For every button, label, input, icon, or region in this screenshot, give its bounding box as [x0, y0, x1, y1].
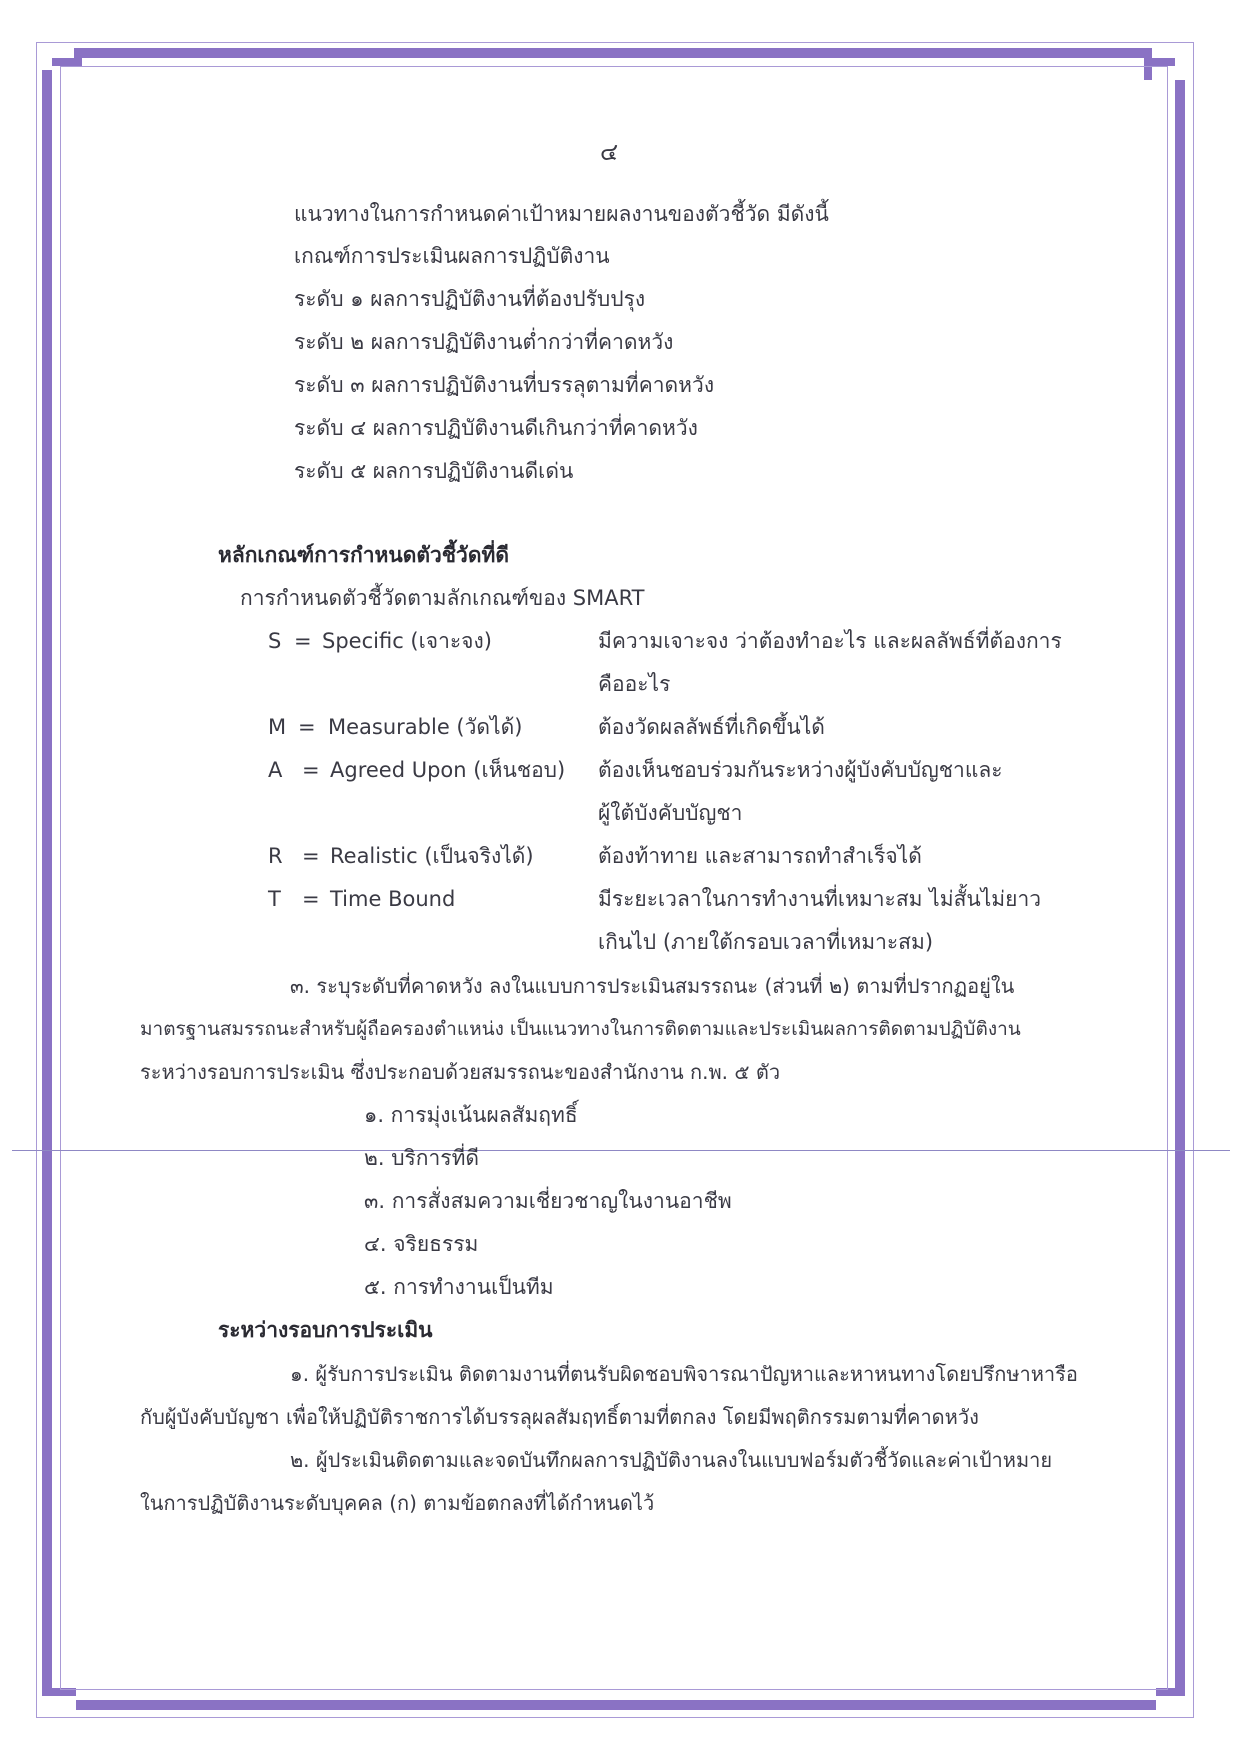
smart-description-cont: เกินไป (ภายใต้กรอบเวลาที่เหมาะสม)	[598, 930, 934, 954]
competency-item: ๕. การทำงานเป็นทีม	[364, 1275, 554, 1299]
smart-description: ต้องท้าทาย และสามารถทำสำเร็จได้	[598, 844, 922, 868]
competency-item: ๒. บริการที่ดี	[364, 1146, 480, 1170]
smart-term: Measurable (วัดได้)	[328, 715, 523, 739]
smart-heading: หลักเกณฑ์การกำหนดตัวชี้วัดที่ดี	[218, 543, 509, 567]
level-item: ระดับ ๓ ผลการปฏิบัติงานที่บรรลุตามที่คาดหวัง	[294, 373, 715, 397]
smart-description: มีระยะเวลาในการทำงานที่เหมาะสม ไม่สั้นไม่ยาว	[598, 887, 1042, 911]
smart-equals: =	[302, 887, 320, 911]
scan-fold-line	[12, 1150, 1230, 1151]
smart-equals: =	[294, 629, 312, 653]
page-number: ๔	[600, 138, 619, 166]
during-evaluation-heading: ระหว่างรอบการประเมิน	[218, 1318, 433, 1342]
smart-letter: T	[268, 887, 281, 911]
smart-description-cont: คืออะไร	[598, 672, 671, 696]
competency-paragraph-line: ๓. ระบุระดับที่คาดหวัง ลงในแบบการประเมินสมรรถนะ (ส่วนที่ ๒) ตามที่ปรากฏอยู่ใน	[290, 974, 1015, 998]
competency-item: ๓. การสั่งสมความเชี่ยวชาญในงานอาชีพ	[364, 1189, 732, 1213]
smart-equals: =	[298, 715, 316, 739]
level-item: ระดับ ๔ ผลการปฏิบัติงานดีเกินกว่าที่คาดหวัง	[294, 416, 698, 440]
level-item: ระดับ ๑ ผลการปฏิบัติงานที่ต้องปรับปรุง	[294, 287, 646, 311]
smart-term: Realistic (เป็นจริงได้)	[330, 844, 534, 868]
guideline-text: แนวทางในการกำหนดค่าเป้าหมายผลงานของตัวชี้วัด มีดังนี้	[294, 202, 829, 226]
smart-letter: S	[268, 629, 282, 653]
smart-description: ต้องวัดผลลัพธ์ที่เกิดขึ้นได้	[598, 715, 825, 739]
competency-paragraph-line: ระหว่างรอบการประเมิน ซึ่งประกอบด้วยสมรรถนะของสำนักงาน ก.พ. ๕ ตัว	[140, 1060, 781, 1084]
criteria-title: เกณฑ์การประเมินผลการปฏิบัติงาน	[294, 244, 610, 268]
smart-term: Specific (เจาะจง)	[322, 629, 492, 653]
smart-description: มีความเจาะจง ว่าต้องทำอะไร และผลลัพธ์ที่ต้องการ	[598, 629, 1062, 653]
smart-subheading: การกำหนดตัวชี้วัดตามลักเกณฑ์ของ SMART	[240, 586, 645, 610]
level-item: ระดับ ๕ ผลการปฏิบัติงานดีเด่น	[294, 459, 574, 483]
smart-equals: =	[302, 758, 320, 782]
during-paragraph-line: ๒. ผู้ประเมินติดตามและจดบันทึกผลการปฏิบัติงานลงในแบบฟอร์มตัวชี้วัดและค่าเป้าหมาย	[290, 1448, 1053, 1472]
competency-item: ๔. จริยธรรม	[364, 1232, 479, 1256]
smart-description-cont: ผู้ใต้บังคับบัญชา	[598, 801, 743, 825]
smart-equals: =	[302, 844, 320, 868]
during-paragraph-line: ในการปฏิบัติงานระดับบุคคล (ก) ตามข้อตกลงที่ได้กำหนดไว้	[140, 1491, 655, 1515]
smart-term: Agreed Upon (เห็นชอบ)	[330, 758, 566, 782]
smart-letter: A	[268, 758, 283, 782]
during-paragraph-line: กับผู้บังคับบัญชา เพื่อให้ปฏิบัติราชการได้บรรลุผลสัมฤทธิ์ตามที่ตกลง โดยมีพฤติกรรมตามที่คาดหวัง	[140, 1405, 979, 1429]
smart-term: Time Bound	[330, 887, 456, 911]
smart-letter: M	[268, 715, 287, 739]
during-paragraph-line: ๑. ผู้รับการประเมิน ติดตามงานที่ตนรับผิดชอบพิจารณาปัญหาและหาหนทางโดยปรึกษาหารือ	[290, 1362, 1078, 1386]
level-item: ระดับ ๒ ผลการปฏิบัติงานต่ำกว่าที่คาดหวัง	[294, 330, 674, 354]
competency-paragraph-line: มาตรฐานสมรรถนะสำหรับผู้ถือครองตำแหน่ง เป็นแนวทางในการติดตามและประเมินผลการติดตามปฏิบัติงาน	[140, 1018, 1021, 1040]
competency-item: ๑. การมุ่งเน้นผลสัมฤทธิ์	[364, 1103, 578, 1127]
smart-description: ต้องเห็นชอบร่วมกันระหว่างผู้บังคับบัญชาและ	[598, 758, 1003, 782]
smart-letter: R	[268, 844, 283, 868]
